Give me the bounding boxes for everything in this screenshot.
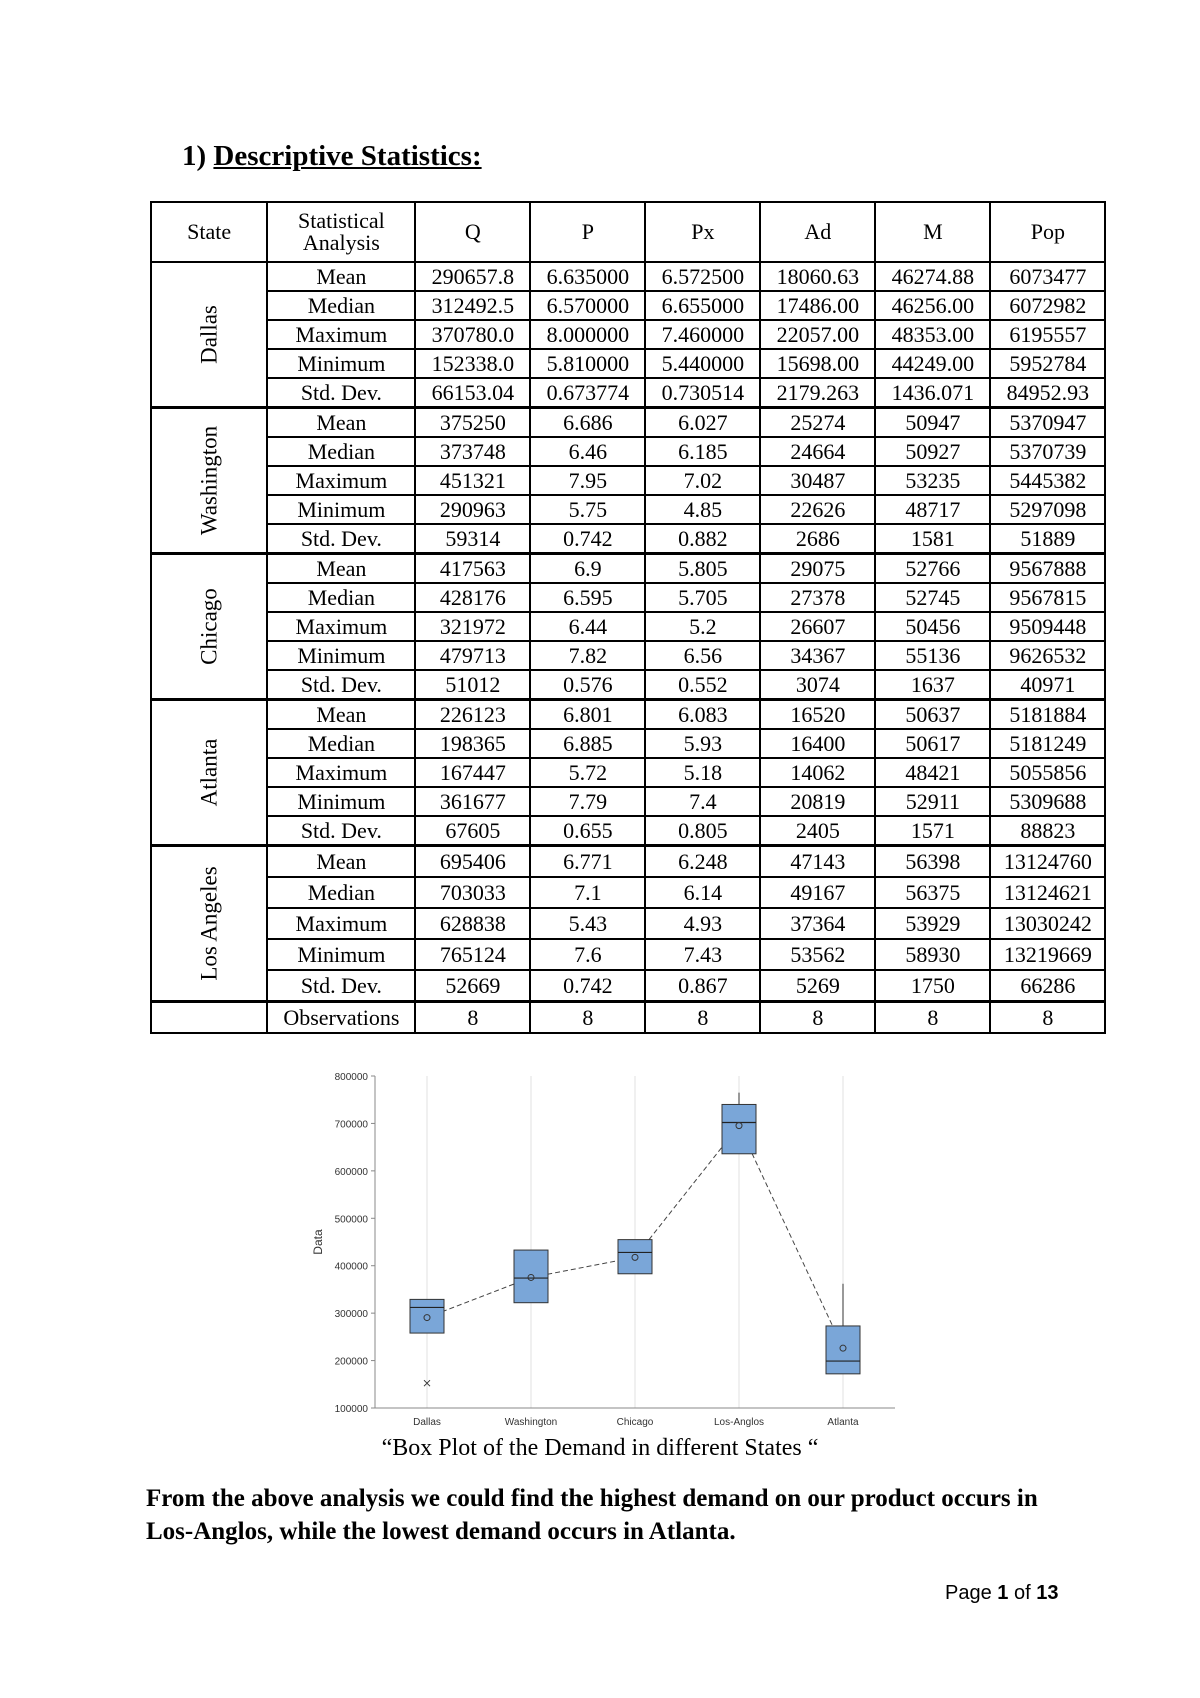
value-cell: 152338.0 bbox=[415, 349, 530, 378]
value-cell: 6073477 bbox=[990, 262, 1105, 291]
value-cell: 0.552 bbox=[645, 670, 760, 700]
stat-label-cell: Mean bbox=[267, 554, 415, 584]
y-tick-label: 800000 bbox=[334, 1072, 368, 1083]
box-atlanta bbox=[826, 1326, 860, 1374]
value-cell: 48421 bbox=[875, 758, 990, 787]
conclusion-paragraph: From the above analysis we could find the highest demand on our product occurs in Los-Anglos, while the lowest demand occurs in Atlanta. bbox=[146, 1485, 1038, 1545]
table-row bbox=[151, 670, 1105, 700]
value-cell: 49167 bbox=[760, 877, 875, 908]
value-cell: 1637 bbox=[875, 670, 990, 700]
value-cell: 50637 bbox=[875, 700, 990, 730]
stat-label-cell: Std. Dev. bbox=[267, 378, 415, 408]
value-cell: 53235 bbox=[875, 466, 990, 495]
table-header-row bbox=[151, 202, 1105, 262]
table-row bbox=[151, 700, 1105, 730]
state-label: Chicago bbox=[196, 588, 222, 665]
value-cell: 6.635000 bbox=[530, 262, 645, 291]
value-cell: 5.805 bbox=[645, 554, 760, 584]
value-cell: 7.1 bbox=[530, 877, 645, 908]
table-row bbox=[151, 291, 1105, 320]
value-cell: 46256.00 bbox=[875, 291, 990, 320]
value-cell: 52745 bbox=[875, 583, 990, 612]
stat-label-cell: Minimum bbox=[267, 349, 415, 378]
value-cell: 0.730514 bbox=[645, 378, 760, 408]
table-row bbox=[151, 939, 1105, 970]
value-cell: 5370739 bbox=[990, 437, 1105, 466]
value-cell: 6.801 bbox=[530, 700, 645, 730]
stat-label-cell: Mean bbox=[267, 262, 415, 291]
total-pages: 13 bbox=[1036, 1582, 1059, 1604]
stat-label-cell: Std. Dev. bbox=[267, 816, 415, 846]
state-label: Los Angeles bbox=[196, 866, 222, 981]
value-cell: 7.82 bbox=[530, 641, 645, 670]
value-cell: 7.79 bbox=[530, 787, 645, 816]
value-cell: 5.705 bbox=[645, 583, 760, 612]
table-row bbox=[151, 970, 1105, 1002]
value-cell: 0.867 bbox=[645, 970, 760, 1002]
observations-cell: 8 bbox=[760, 1002, 875, 1034]
value-cell: 695406 bbox=[415, 846, 530, 878]
value-cell: 6.572500 bbox=[645, 262, 760, 291]
value-cell: 9626532 bbox=[990, 641, 1105, 670]
value-cell: 5370947 bbox=[990, 408, 1105, 438]
value-cell: 15698.00 bbox=[760, 349, 875, 378]
stat-label-cell: Maximum bbox=[267, 612, 415, 641]
descriptive-statistics-table bbox=[150, 201, 1106, 1034]
value-cell: 7.4 bbox=[645, 787, 760, 816]
value-cell: 16520 bbox=[760, 700, 875, 730]
value-cell: 1571 bbox=[875, 816, 990, 846]
value-cell: 29075 bbox=[760, 554, 875, 584]
x-tick-label: Washington bbox=[504, 1417, 558, 1428]
value-cell: 6195557 bbox=[990, 320, 1105, 349]
value-cell: 6.771 bbox=[530, 846, 645, 878]
stat-label-cell: Std. Dev. bbox=[267, 524, 415, 554]
value-cell: 5.810000 bbox=[530, 349, 645, 378]
table-body bbox=[151, 262, 1105, 1033]
value-cell: 48353.00 bbox=[875, 320, 990, 349]
value-cell: 6.14 bbox=[645, 877, 760, 908]
table-row bbox=[151, 262, 1105, 291]
value-cell: 373748 bbox=[415, 437, 530, 466]
value-cell: 6.44 bbox=[530, 612, 645, 641]
state-cell bbox=[151, 700, 267, 846]
stat-label-cell: Minimum bbox=[267, 939, 415, 970]
table-row bbox=[151, 816, 1105, 846]
observations-cell: 8 bbox=[990, 1002, 1105, 1034]
value-cell: 5.43 bbox=[530, 908, 645, 939]
value-cell: 50947 bbox=[875, 408, 990, 438]
value-cell: 66286 bbox=[990, 970, 1105, 1002]
table-row bbox=[151, 408, 1105, 438]
header-cell: Statistical Analysis bbox=[267, 202, 415, 262]
value-cell: 56375 bbox=[875, 877, 990, 908]
table-row bbox=[151, 729, 1105, 758]
value-cell: 628838 bbox=[415, 908, 530, 939]
value-cell: 6072982 bbox=[990, 291, 1105, 320]
table-row bbox=[151, 846, 1105, 878]
value-cell: 290657.8 bbox=[415, 262, 530, 291]
value-cell: 5181249 bbox=[990, 729, 1105, 758]
state-label: Washington bbox=[196, 425, 222, 536]
value-cell: 46274.88 bbox=[875, 262, 990, 291]
observations-cell bbox=[151, 1002, 267, 1034]
table-row bbox=[151, 583, 1105, 612]
stat-label-cell: Maximum bbox=[267, 466, 415, 495]
value-cell: 375250 bbox=[415, 408, 530, 438]
value-cell: 2405 bbox=[760, 816, 875, 846]
value-cell: 5309688 bbox=[990, 787, 1105, 816]
value-cell: 0.805 bbox=[645, 816, 760, 846]
value-cell: 7.6 bbox=[530, 939, 645, 970]
value-cell: 6.56 bbox=[645, 641, 760, 670]
value-cell: 6.083 bbox=[645, 700, 760, 730]
value-cell: 451321 bbox=[415, 466, 530, 495]
section-title: Descriptive Statistics: bbox=[213, 140, 482, 172]
value-cell: 52766 bbox=[875, 554, 990, 584]
value-cell: 58930 bbox=[875, 939, 990, 970]
value-cell: 5181884 bbox=[990, 700, 1105, 730]
value-cell: 5.72 bbox=[530, 758, 645, 787]
value-cell: 5.440000 bbox=[645, 349, 760, 378]
value-cell: 51889 bbox=[990, 524, 1105, 554]
x-tick-label: Los-Anglos bbox=[713, 1417, 765, 1428]
table-row bbox=[151, 495, 1105, 524]
state-cell bbox=[151, 846, 267, 1002]
table-row bbox=[151, 378, 1105, 408]
value-cell: 5055856 bbox=[990, 758, 1105, 787]
value-cell: 6.248 bbox=[645, 846, 760, 878]
box-dallas bbox=[410, 1299, 444, 1333]
y-tick-label: 600000 bbox=[334, 1166, 368, 1178]
value-cell: 37364 bbox=[760, 908, 875, 939]
stat-label-cell: Maximum bbox=[267, 320, 415, 349]
x-tick-label: Dallas bbox=[413, 1417, 441, 1428]
value-cell: 321972 bbox=[415, 612, 530, 641]
stat-label-cell: Minimum bbox=[267, 787, 415, 816]
header-cell: Pop bbox=[990, 202, 1105, 262]
value-cell: 84952.93 bbox=[990, 378, 1105, 408]
observations-label: Observations bbox=[267, 1002, 415, 1034]
y-tick-label: 700000 bbox=[334, 1119, 368, 1131]
value-cell: 17486.00 bbox=[760, 291, 875, 320]
header-cell: M bbox=[875, 202, 990, 262]
value-cell: 26607 bbox=[760, 612, 875, 641]
value-cell: 88823 bbox=[990, 816, 1105, 846]
value-cell: 0.742 bbox=[530, 970, 645, 1002]
value-cell: 5.75 bbox=[530, 495, 645, 524]
value-cell: 7.43 bbox=[645, 939, 760, 970]
value-cell: 50456 bbox=[875, 612, 990, 641]
of-word: of bbox=[1013, 1582, 1031, 1604]
x-tick-label: Chicago bbox=[616, 1417, 654, 1428]
table-row bbox=[151, 466, 1105, 495]
value-cell: 312492.5 bbox=[415, 291, 530, 320]
header-cell: Q bbox=[415, 202, 530, 262]
observations-row bbox=[151, 1002, 1105, 1034]
state-cell bbox=[151, 554, 267, 700]
table-row bbox=[151, 320, 1105, 349]
value-cell: 6.570000 bbox=[530, 291, 645, 320]
stat-label-cell: Maximum bbox=[267, 758, 415, 787]
y-tick-label: 300000 bbox=[334, 1309, 368, 1321]
value-cell: 6.655000 bbox=[645, 291, 760, 320]
header-cell: P bbox=[530, 202, 645, 262]
value-cell: 34367 bbox=[760, 641, 875, 670]
observations-cell: 8 bbox=[875, 1002, 990, 1034]
value-cell: 703033 bbox=[415, 877, 530, 908]
header-cell: Px bbox=[645, 202, 760, 262]
value-cell: 18060.63 bbox=[760, 262, 875, 291]
box-los-anglos bbox=[722, 1104, 756, 1153]
stat-label-cell: Maximum bbox=[267, 908, 415, 939]
value-cell: 370780.0 bbox=[415, 320, 530, 349]
value-cell: 361677 bbox=[415, 787, 530, 816]
stat-label-cell: Std. Dev. bbox=[267, 670, 415, 700]
value-cell: 13124760 bbox=[990, 846, 1105, 878]
section-number: 1) bbox=[182, 140, 214, 172]
value-cell: 13219669 bbox=[990, 939, 1105, 970]
section-heading bbox=[182, 140, 482, 173]
y-axis-title: Data bbox=[311, 1229, 325, 1255]
value-cell: 16400 bbox=[760, 729, 875, 758]
value-cell: 59314 bbox=[415, 524, 530, 554]
table-row bbox=[151, 524, 1105, 554]
value-cell: 0.742 bbox=[530, 524, 645, 554]
value-cell: 5.93 bbox=[645, 729, 760, 758]
value-cell: 1436.071 bbox=[875, 378, 990, 408]
value-cell: 6.686 bbox=[530, 408, 645, 438]
stat-label-cell: Std. Dev. bbox=[267, 970, 415, 1002]
table-row bbox=[151, 437, 1105, 466]
stat-label-cell: Median bbox=[267, 583, 415, 612]
value-cell: 44249.00 bbox=[875, 349, 990, 378]
value-cell: 20819 bbox=[760, 787, 875, 816]
value-cell: 47143 bbox=[760, 846, 875, 878]
value-cell: 0.673774 bbox=[530, 378, 645, 408]
value-cell: 56398 bbox=[875, 846, 990, 878]
value-cell: 50927 bbox=[875, 437, 990, 466]
value-cell: 7.02 bbox=[645, 466, 760, 495]
x-tick-label: Atlanta bbox=[827, 1417, 859, 1428]
value-cell: 6.595 bbox=[530, 583, 645, 612]
value-cell: 6.185 bbox=[645, 437, 760, 466]
y-tick-label: 400000 bbox=[334, 1261, 368, 1273]
stat-label-cell: Minimum bbox=[267, 641, 415, 670]
value-cell: 428176 bbox=[415, 583, 530, 612]
value-cell: 765124 bbox=[415, 939, 530, 970]
table-row bbox=[151, 787, 1105, 816]
value-cell: 2686 bbox=[760, 524, 875, 554]
value-cell: 22057.00 bbox=[760, 320, 875, 349]
value-cell: 5.18 bbox=[645, 758, 760, 787]
value-cell: 14062 bbox=[760, 758, 875, 787]
figure-caption: “Box Plot of the Demand in different States “ bbox=[381, 1435, 819, 1461]
state-label: Dallas bbox=[196, 305, 222, 364]
value-cell: 40971 bbox=[990, 670, 1105, 700]
value-cell: 290963 bbox=[415, 495, 530, 524]
box-plot-chart bbox=[300, 1058, 900, 1428]
y-tick-label: 500000 bbox=[334, 1214, 368, 1226]
stat-label-cell: Median bbox=[267, 877, 415, 908]
value-cell: 9567815 bbox=[990, 583, 1105, 612]
stat-label-cell: Median bbox=[267, 437, 415, 466]
value-cell: 9567888 bbox=[990, 554, 1105, 584]
value-cell: 2179.263 bbox=[760, 378, 875, 408]
state-cell bbox=[151, 408, 267, 554]
value-cell: 0.576 bbox=[530, 670, 645, 700]
value-cell: 3074 bbox=[760, 670, 875, 700]
value-cell: 55136 bbox=[875, 641, 990, 670]
table-row bbox=[151, 554, 1105, 584]
value-cell: 6.9 bbox=[530, 554, 645, 584]
y-tick-label: 200000 bbox=[334, 1356, 368, 1368]
table-row bbox=[151, 349, 1105, 378]
value-cell: 13030242 bbox=[990, 908, 1105, 939]
page-word: Page bbox=[945, 1582, 992, 1604]
value-cell: 53929 bbox=[875, 908, 990, 939]
value-cell: 48717 bbox=[875, 495, 990, 524]
current-page: 1 bbox=[997, 1582, 1009, 1604]
box-washington bbox=[514, 1250, 548, 1303]
table-row bbox=[151, 908, 1105, 939]
value-cell: 5297098 bbox=[990, 495, 1105, 524]
value-cell: 6.46 bbox=[530, 437, 645, 466]
value-cell: 1750 bbox=[875, 970, 990, 1002]
state-cell bbox=[151, 262, 267, 408]
value-cell: 167447 bbox=[415, 758, 530, 787]
stat-label-cell: Mean bbox=[267, 846, 415, 878]
value-cell: 5445382 bbox=[990, 466, 1105, 495]
value-cell: 0.655 bbox=[530, 816, 645, 846]
table-row bbox=[151, 612, 1105, 641]
value-cell: 13124621 bbox=[990, 877, 1105, 908]
value-cell: 5269 bbox=[760, 970, 875, 1002]
value-cell: 0.882 bbox=[645, 524, 760, 554]
value-cell: 7.460000 bbox=[645, 320, 760, 349]
table-row bbox=[151, 758, 1105, 787]
stat-label-cell: Minimum bbox=[267, 495, 415, 524]
header-cell: State bbox=[151, 202, 267, 262]
value-cell: 51012 bbox=[415, 670, 530, 700]
y-tick-label: 100000 bbox=[334, 1404, 368, 1415]
stat-label-cell: Mean bbox=[267, 700, 415, 730]
value-cell: 4.93 bbox=[645, 908, 760, 939]
value-cell: 30487 bbox=[760, 466, 875, 495]
value-cell: 479713 bbox=[415, 641, 530, 670]
value-cell: 9509448 bbox=[990, 612, 1105, 641]
observations-cell: 8 bbox=[645, 1002, 760, 1034]
value-cell: 52669 bbox=[415, 970, 530, 1002]
value-cell: 5.2 bbox=[645, 612, 760, 641]
observations-cell: 8 bbox=[415, 1002, 530, 1034]
page-number bbox=[945, 1582, 1058, 1605]
value-cell: 67605 bbox=[415, 816, 530, 846]
value-cell: 53562 bbox=[760, 939, 875, 970]
value-cell: 6.027 bbox=[645, 408, 760, 438]
stat-label-cell: Mean bbox=[267, 408, 415, 438]
value-cell: 198365 bbox=[415, 729, 530, 758]
value-cell: 417563 bbox=[415, 554, 530, 584]
value-cell: 50617 bbox=[875, 729, 990, 758]
value-cell: 24664 bbox=[760, 437, 875, 466]
table-row bbox=[151, 877, 1105, 908]
value-cell: 7.95 bbox=[530, 466, 645, 495]
value-cell: 226123 bbox=[415, 700, 530, 730]
header-cell: Ad bbox=[760, 202, 875, 262]
box-chicago bbox=[618, 1240, 652, 1274]
value-cell: 1581 bbox=[875, 524, 990, 554]
observations-cell: 8 bbox=[530, 1002, 645, 1034]
stat-label-cell: Median bbox=[267, 729, 415, 758]
stat-label-cell: Median bbox=[267, 291, 415, 320]
value-cell: 5952784 bbox=[990, 349, 1105, 378]
value-cell: 27378 bbox=[760, 583, 875, 612]
value-cell: 66153.04 bbox=[415, 378, 530, 408]
value-cell: 52911 bbox=[875, 787, 990, 816]
value-cell: 8.000000 bbox=[530, 320, 645, 349]
table-row bbox=[151, 641, 1105, 670]
state-label: Atlanta bbox=[196, 738, 222, 807]
value-cell: 4.85 bbox=[645, 495, 760, 524]
value-cell: 25274 bbox=[760, 408, 875, 438]
value-cell: 6.885 bbox=[530, 729, 645, 758]
value-cell: 22626 bbox=[760, 495, 875, 524]
